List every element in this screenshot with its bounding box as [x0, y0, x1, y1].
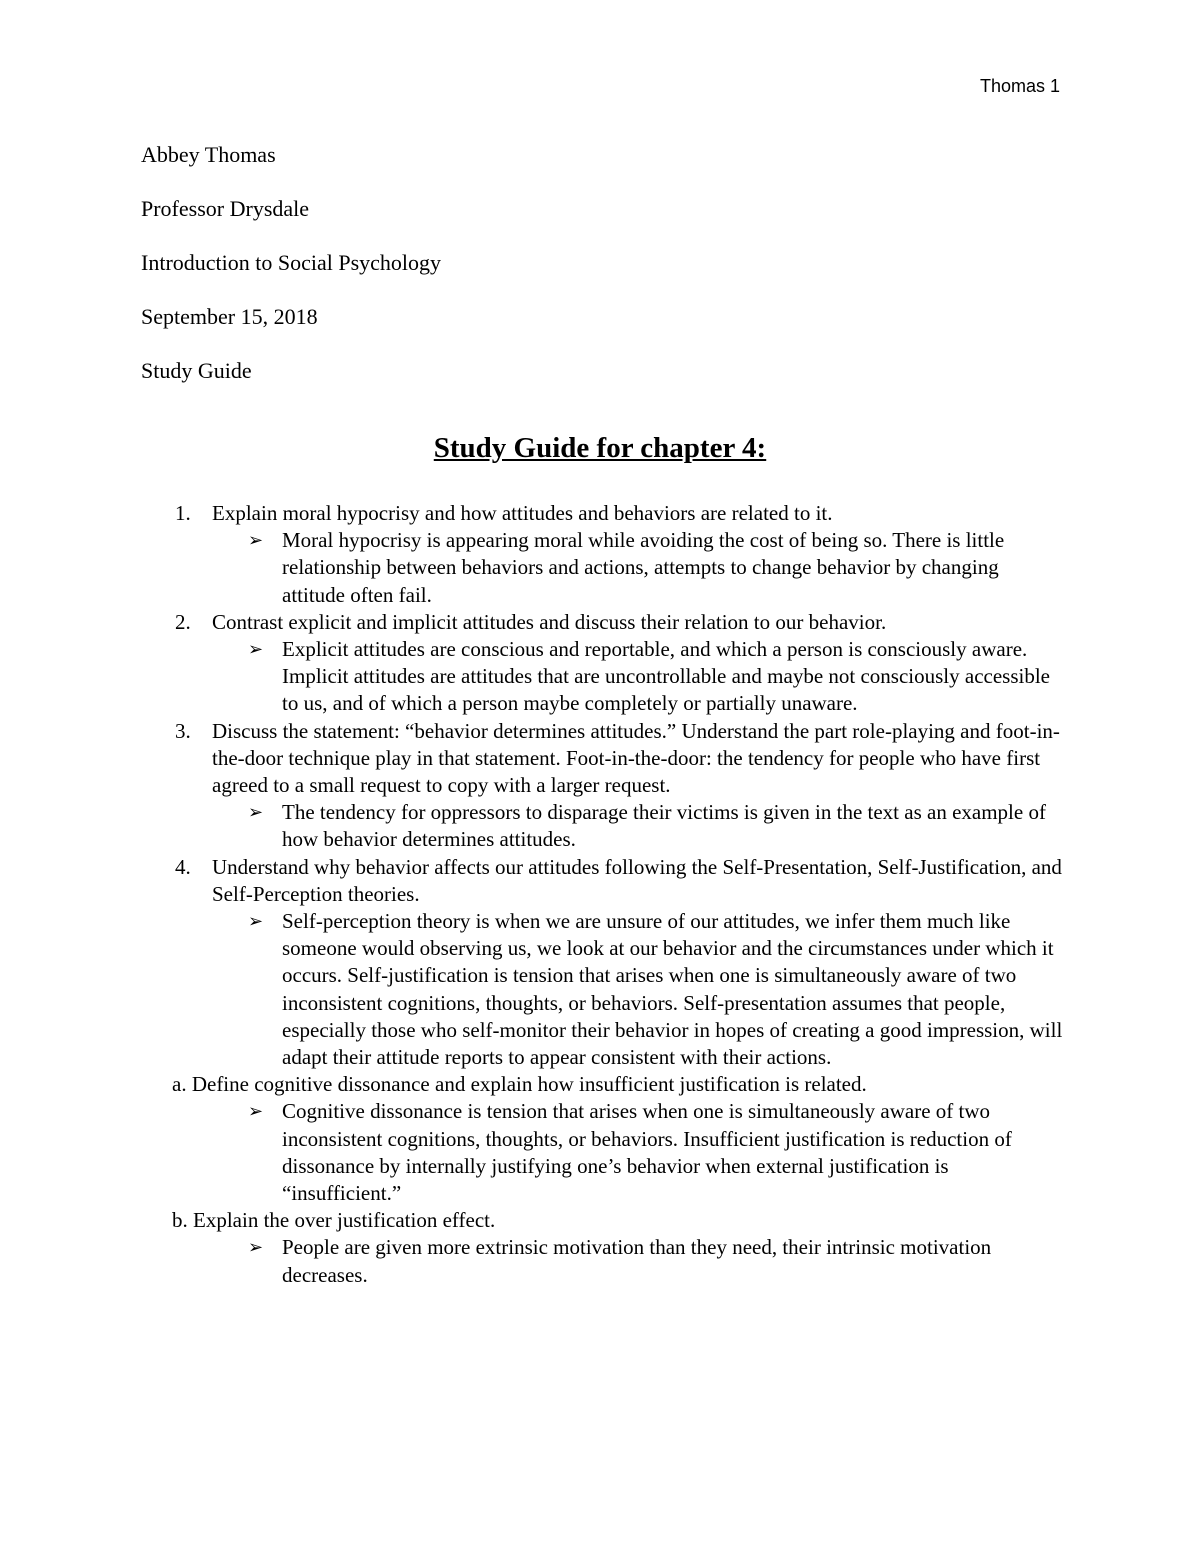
answer-text: The tendency for oppressors to disparage their victims is given in the text as an example of how behavior determines attitudes.	[282, 800, 1046, 852]
arrow-bullet-icon: ➢	[248, 1237, 264, 1259]
question-number: 2.	[175, 609, 191, 634]
answer-item-3	[150, 799, 1065, 853]
question-text: Explain the over justification effect.	[193, 1208, 496, 1233]
question-item-a	[150, 1071, 1065, 1098]
question-number: 1.	[175, 501, 191, 525]
arrow-bullet-icon: ➢	[248, 911, 264, 933]
question-number: 4.	[175, 854, 191, 879]
arrow-bullet-icon: ➢	[248, 530, 264, 552]
question-item-b	[150, 1207, 1065, 1234]
arrow-bullet-icon: ➢	[248, 639, 264, 661]
question-letter: a.	[172, 1072, 187, 1097]
assignment-name: Study Guide	[141, 358, 252, 383]
answer-text: People are given more extrinsic motivation than they need, their intrinsic motivation decreases.	[282, 1235, 992, 1287]
document-title: Study Guide for chapter 4:	[433, 432, 767, 464]
study-guide-list	[150, 500, 1065, 1289]
question-text: Define cognitive dissonance and explain how insufficient justification is related.	[191, 1072, 867, 1097]
question-item-1	[150, 500, 1065, 527]
student-name: Abbey Thomas	[141, 142, 276, 167]
question-text: Discuss the statement: “behavior determines attitudes.” Understand the part role-playing and foot-in-the-door technique play in that statement. Foot-in-the-door: the tendency for people who have first agreed to a small request to copy with a larger request.	[212, 718, 1060, 798]
answer-text: Self-perception theory is when we are unsure of our attitudes, we infer them much like someone would observing us, we look at our behavior and the circumstances under which it occurs. Self-justification is tension that arises when one is simultaneously aware of two inconsistent cognitions, thoughts, or behaviors. Self-presentation assumes that people, especially those who self-monitor their behavior in hopes of creating a good impression, will adapt their attitude reports to appear consistent with their actions.	[282, 909, 1063, 1070]
answer-item-1	[150, 527, 1065, 609]
question-text: Contrast explicit and implicit attitudes and discuss their relation to our behavior.	[212, 609, 887, 634]
question-number: 3.	[175, 718, 191, 743]
course-name: Introduction to Social Psychology	[141, 250, 442, 275]
arrow-bullet-icon: ➢	[248, 802, 264, 824]
question-letter: b.	[172, 1208, 188, 1233]
answer-item-a	[150, 1098, 1065, 1207]
question-text: Understand why behavior affects our attitudes following the Self-Presentation, Self-Justification, and Self-Perception theories.	[212, 854, 1062, 906]
answer-text: Cognitive dissonance is tension that arises when one is simultaneously aware of two inconsistent cognitions, thoughts, or behaviors. Insufficient justification is reduction of dissonance by internally justifying one’s behavior when external justification is “insufficient.”	[282, 1099, 1012, 1206]
question-item-3	[150, 718, 1065, 800]
mla-heading	[141, 140, 1061, 410]
answer-item-b	[150, 1234, 1065, 1288]
answer-text: Moral hypocrisy is appearing moral while avoiding the cost of being so. There is little relationship between behaviors and actions, attempts to change behavior by changing attitude often fail.	[282, 528, 1005, 607]
question-item-2	[150, 609, 1065, 636]
question-item-4	[150, 854, 1065, 908]
answer-text: Explicit attitudes are conscious and reportable, and which a person is consciously aware. Implicit attitudes are attitudes that are uncontrollable and maybe not consciously accessible to us, and of which a person maybe completely or partially unaware.	[282, 637, 1050, 716]
answer-item-2	[150, 636, 1065, 718]
page-number-header: Thomas 1	[979, 76, 1060, 96]
document-date: September 15, 2018	[141, 304, 318, 329]
professor-name: Professor Drysdale	[141, 196, 310, 221]
answer-item-4	[150, 908, 1065, 1071]
arrow-bullet-icon: ➢	[248, 1101, 264, 1123]
question-text: Explain moral hypocrisy and how attitudes and behaviors are related to it.	[212, 501, 833, 525]
